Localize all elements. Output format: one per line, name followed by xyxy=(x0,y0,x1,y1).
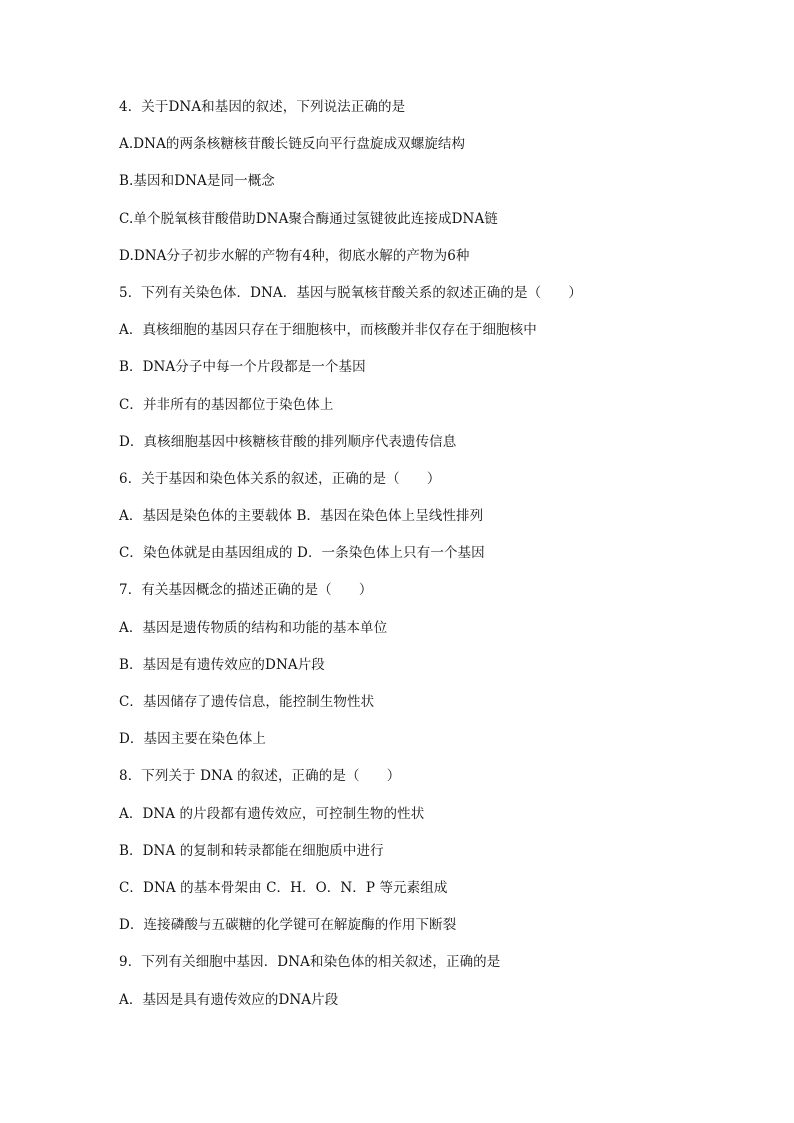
question-8-option-d: D．连接磷酸与五碳糖的化学键可在解旋酶的作用下断裂 xyxy=(119,917,457,934)
question-5-option-d: D．真核细胞基因中核糖核苷酸的排列顺序代表遗传信息 xyxy=(119,433,457,450)
question-8-stem: 8．下列关于 DNA 的叙述，正确的是（ ） xyxy=(119,768,401,785)
question-4-option-c: C.单个脱氧核苷酸借助DNA聚合酶通过氢键彼此连接成DNA链 xyxy=(119,210,498,227)
question-5-stem: 5．下列有关染色体．DNA．基因与脱氧核苷酸关系的叙述正确的是（ ） xyxy=(119,284,582,301)
question-7-stem: 7．有关基因概念的描述正确的是（ ） xyxy=(119,582,373,599)
question-5-option-c: C．并非所有的基因都位于染色体上 xyxy=(119,396,334,413)
question-7-option-a: A．基因是遗传物质的结构和功能的基本单位 xyxy=(119,619,388,636)
question-6-options-cd: C．染色体就是由基因组成的 D．一条染色体上只有一个基因 xyxy=(119,545,485,562)
question-4-option-d: D.DNA分子初步水解的产物有4种，彻底水解的产物为6种 xyxy=(119,247,470,264)
question-8-option-b: B．DNA 的复制和转录都能在细胞质中进行 xyxy=(119,842,384,859)
question-5-option-a: A．真核细胞的基因只存在于细胞核中，而核酸并非仅存在于细胞核中 xyxy=(119,322,537,339)
question-4-option-a: A.DNA的两条核糖核苷酸长链反向平行盘旋成双螺旋结构 xyxy=(119,136,466,153)
question-5-option-b: B．DNA分子中每一个片段都是一个基因 xyxy=(119,359,366,376)
question-7-option-c: C．基因储存了遗传信息，能控制生物性状 xyxy=(119,694,375,710)
question-6-options-ab: A．基因是染色体的主要载体 B．基因在染色体上呈线性排列 xyxy=(119,508,484,525)
question-8-option-a: A．DNA 的片段都有遗传效应，可控制生物的性状 xyxy=(119,805,425,822)
question-4-option-b: B.基因和DNA是同一概念 xyxy=(119,173,275,190)
question-7-option-d: D．基因主要在染色体上 xyxy=(119,731,266,748)
question-7-option-b: B．基因是有遗传效应的DNA片段 xyxy=(119,656,325,673)
question-4-stem: 4．关于DNA和基因的叙述，下列说法正确的是 xyxy=(119,99,406,115)
question-8-option-c: C．DNA 的基本骨架由 C．H．O．N．P 等元素组成 xyxy=(119,879,448,896)
question-9-stem: 9．下列有关细胞中基因．DNA和染色体的相关叙述，正确的是 xyxy=(119,954,501,971)
question-9-option-a: A．基因是具有遗传效应的DNA片段 xyxy=(119,991,339,1008)
question-6-stem: 6．关于基因和染色体关系的叙述，正确的是（ ） xyxy=(119,470,441,487)
question-text xyxy=(119,96,759,1026)
